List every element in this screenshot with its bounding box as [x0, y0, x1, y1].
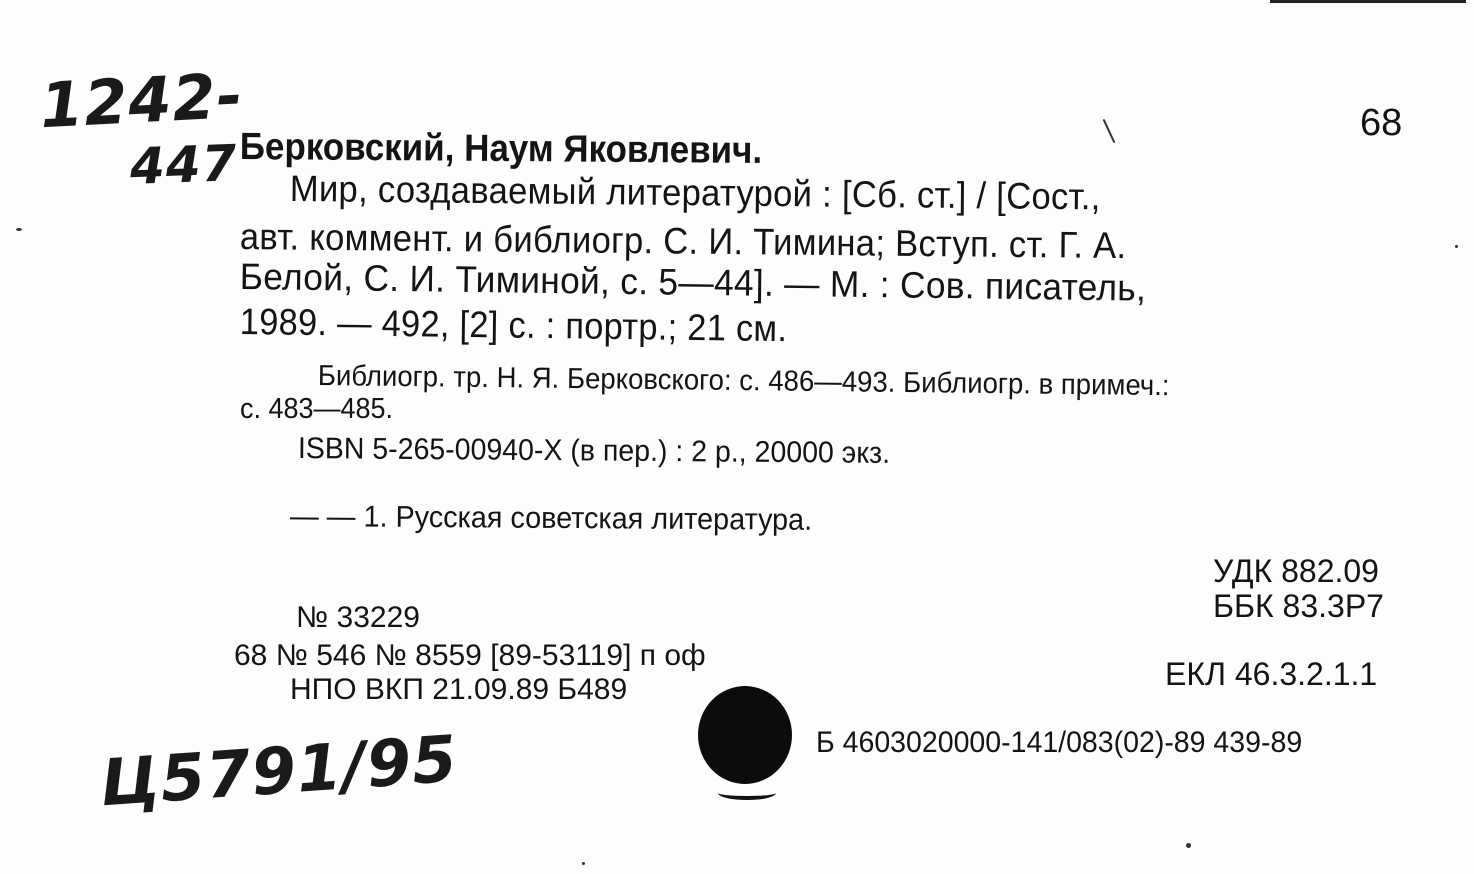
- punch-hole-shadow: [718, 786, 776, 800]
- handwritten-shelfmark-line-1: 1242-: [38, 58, 246, 143]
- card-number: 68: [1360, 102, 1403, 144]
- index-code: Б 4603020000-141/083(02)-89 439-89: [816, 726, 1303, 759]
- description-line-2: авт. коммент. и библиогр. С. И. Тимина; Вступ. ст. Г. А.: [239, 216, 1127, 267]
- udk-code: УДК 882.09: [1213, 553, 1379, 589]
- scan-speck: [1186, 843, 1191, 848]
- scan-speck: [1103, 119, 1116, 143]
- handwritten-inventory-number: Ц5791/95: [97, 722, 461, 822]
- bbk-code: ББК 83.3Р7: [1213, 588, 1384, 624]
- description-line-1: Мир, создаваемый литературой : [Сб. ст.] / [Сост.,: [289, 168, 1101, 218]
- description-line-3: Белой, С. И. Тиминой, с. 5—44]. — М. : Сов. писатель,: [239, 256, 1147, 309]
- punch-hole: [698, 686, 792, 784]
- scan-speck: [1270, 0, 1466, 3]
- description-line-4: 1989. — 492, [2] с. : портр.; 21 см.: [239, 301, 788, 350]
- subject-heading: — — 1. Русская советская литература.: [289, 500, 813, 537]
- print-line-2: НПО ВКП 21.09.89 Б489: [290, 673, 628, 706]
- card-register-number: № 33229: [296, 601, 420, 634]
- ekl-code: ЕКЛ 46.3.2.1.1: [1165, 656, 1378, 692]
- notes-line-2: с. 483—485.: [240, 393, 393, 425]
- scan-speck: [582, 862, 585, 865]
- author-heading: Берковский, Наум Яковлевич.: [239, 126, 763, 172]
- handwritten-shelfmark-line-2: 447: [129, 134, 239, 196]
- notes-line-1: Библиогр. тр. Н. Я. Берковского: с. 486—493. Библиогр. в примеч.:: [317, 360, 1170, 403]
- print-line-1: 68 № 546 № 8559 [89-53119] п оф: [234, 639, 706, 672]
- scan-speck: [16, 228, 22, 231]
- isbn-line: ISBN 5-265-00940-X (в пер.) : 2 р., 20000 экз.: [297, 432, 891, 470]
- scan-speck: [1455, 245, 1458, 248]
